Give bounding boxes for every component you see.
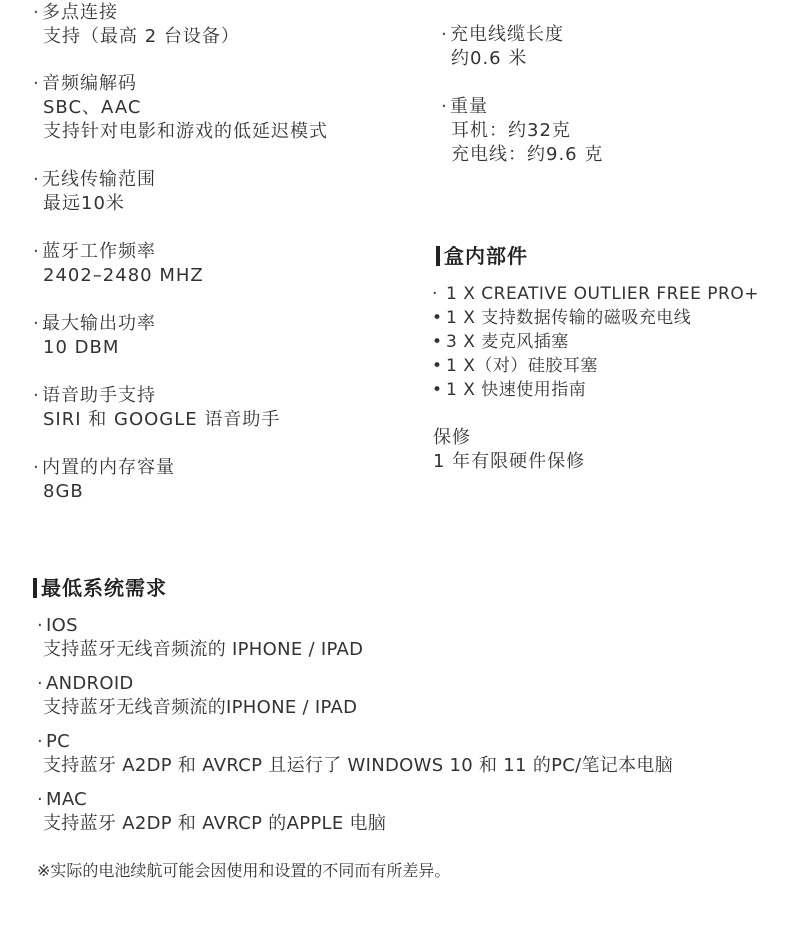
bullet-dot: • [432, 332, 443, 352]
spec-frequency [33, 240, 204, 288]
spec-title: 音频编解码 [42, 73, 137, 94]
spec-cable-length [441, 23, 564, 71]
bullet-dot: · [37, 615, 44, 636]
bullet-dot: · [33, 313, 40, 334]
spec-value: 支持针对电影和游戏的低延迟模式 [43, 121, 328, 142]
bullet-dot: · [33, 385, 40, 406]
warranty-value: 1 年有限硬件保修 [433, 451, 586, 472]
bullet-dot: · [37, 789, 44, 810]
spec-weight [441, 95, 603, 167]
spec-value: 最远10米 [43, 193, 125, 214]
spec-power [33, 312, 156, 360]
requirement-value: 支持蓝牙 A2DP 和 AVRCP 且运行了 WINDOWS 10 和 11 的PC/笔记本电脑 [43, 755, 674, 776]
spec-value: 2402–2480 MHZ [43, 265, 204, 286]
bullet-dot: · [37, 673, 44, 694]
spec-multipoint [33, 1, 240, 49]
bullet-dot: · [33, 2, 40, 23]
bullet-dot: · [33, 169, 40, 190]
requirement-mac [37, 788, 386, 836]
spec-value: 约0.6 米 [451, 48, 528, 69]
requirement-value: 支持蓝牙无线音频流的IPHONE / IPAD [43, 697, 358, 718]
spec-value: 8GB [43, 481, 84, 502]
warranty-label: 保修 [433, 427, 471, 448]
requirements-heading [33, 575, 167, 601]
spec-title: 内置的内存容量 [42, 457, 175, 478]
bullet-dot: · [33, 241, 40, 262]
spec-range [33, 168, 156, 216]
spec-title: 语音助手支持 [42, 385, 156, 406]
spec-title: 无线传输范围 [42, 169, 156, 190]
list-item: · 1 X CREATIVE OUTLIER FREE PRO+ [432, 284, 759, 304]
box-contents-list [432, 282, 759, 402]
spec-memory [33, 456, 175, 504]
spec-title: 最大输出功率 [42, 313, 156, 334]
list-item: • 1 X 支持数据传输的磁吸充电线 [432, 308, 692, 328]
requirement-value: 支持蓝牙 A2DP 和 AVRCP 的APPLE 电脑 [43, 813, 387, 834]
spec-title: 重量 [450, 96, 488, 117]
requirement-value: 支持蓝牙无线音频流的 IPHONE / IPAD [43, 639, 364, 660]
requirement-title: IOS [46, 615, 78, 636]
battery-footnote: ※实际的电池续航可能会因使用和设置的不同而有所差异。 [37, 861, 451, 880]
spec-voice-assistant [33, 384, 280, 432]
spec-value: 充电线：约9.6 克 [451, 144, 604, 165]
requirement-ios [37, 614, 363, 662]
requirement-title: MAC [46, 789, 87, 810]
list-item: • 1 X 快速使用指南 [432, 380, 587, 400]
bullet-dot: · [33, 73, 40, 94]
bullet-dot: · [432, 284, 438, 304]
spec-value: 支持（最高 2 台设备） [43, 26, 240, 47]
spec-value: 10 DBM [43, 337, 120, 358]
spec-value: 耳机：约32克 [451, 120, 571, 141]
spec-title: 蓝牙工作频率 [42, 241, 156, 262]
list-item: • 3 X 麦克风插塞 [432, 332, 569, 352]
spec-title: 充电线缆长度 [450, 24, 564, 45]
heading-text: 盒内部件 [444, 244, 528, 268]
spec-value: SIRI 和 GOOGLE 语音助手 [43, 409, 281, 430]
bullet-dot: • [432, 308, 443, 328]
requirement-pc [37, 730, 673, 778]
spec-codec [33, 72, 328, 144]
requirement-android [37, 672, 357, 720]
box-contents-heading [436, 243, 528, 269]
warranty [433, 426, 585, 474]
requirement-title: ANDROID [46, 673, 134, 694]
heading-bar [436, 246, 440, 266]
bullet-dot: · [33, 457, 40, 478]
list-item: • 1 X（对）硅胶耳塞 [432, 356, 598, 376]
heading-bar [33, 578, 37, 598]
bullet-dot: • [432, 356, 443, 376]
requirement-title: PC [46, 731, 71, 752]
heading-text: 最低系统需求 [41, 576, 167, 600]
bullet-dot: · [441, 96, 448, 117]
bullet-dot: · [441, 24, 448, 45]
bullet-dot: · [37, 731, 44, 752]
bullet-dot: • [432, 380, 443, 400]
spec-title: 多点连接 [42, 2, 118, 23]
spec-value: SBC、AAC [43, 97, 142, 118]
